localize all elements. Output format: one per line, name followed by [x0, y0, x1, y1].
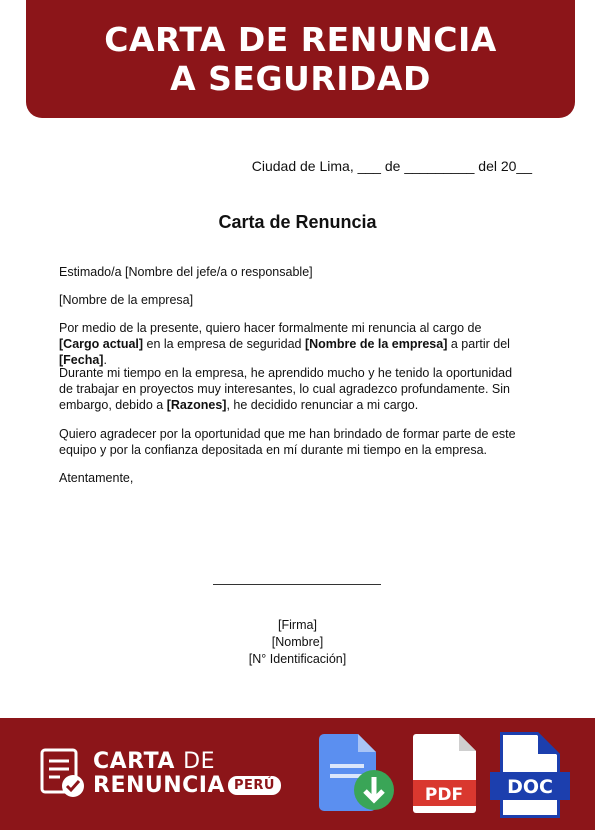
logo-word-de: DE: [183, 749, 215, 774]
logo-word-carta: CARTA: [93, 749, 175, 774]
doc-file-icon[interactable]: [490, 732, 572, 818]
signature-line: [213, 584, 381, 585]
closing: Atentamente,: [59, 471, 134, 485]
paragraph-3: Quiero agradecer por la oportunidad que me han brindado de formar parte de este equipo y por la confianza depositada en mí durante mi tiempo en la empresa.: [59, 427, 516, 457]
paragraph-2: [59, 365, 523, 413]
logo-word-renuncia: RENUNCIA: [93, 773, 226, 798]
logo-badge-peru: PERÚ: [228, 776, 281, 795]
certificate-icon: [40, 748, 86, 800]
signature-id: [N° Identificación]: [248, 652, 347, 666]
p1-placeholder-empresa: [Nombre de la empresa]: [304, 337, 448, 351]
banner-title-line2: A SEGURIDAD: [170, 59, 431, 98]
signature-firma: [Firma]: [278, 618, 317, 632]
p1-placeholder-fecha: [Fecha]: [59, 353, 104, 367]
p1-text-2: en la empresa de seguridad: [143, 337, 305, 351]
banner-title-line1: CARTA DE RENUNCIA: [104, 20, 497, 59]
title-banner: [26, 0, 575, 118]
pdf-file-icon[interactable]: [413, 732, 479, 814]
logo-line-2: [93, 774, 281, 798]
company-line: [Nombre de la empresa]: [59, 293, 194, 307]
greeting: Estimado/a [Nombre del jefe/a o responsable]: [59, 265, 313, 279]
google-docs-download-icon[interactable]: [318, 732, 398, 814]
p2-text-2: , he decidido renunciar a mi cargo.: [226, 398, 419, 412]
p1-text-4: .: [103, 353, 107, 367]
p2-placeholder-razones: [Razones]: [166, 398, 227, 412]
letter-title: Carta de Renuncia: [218, 212, 377, 232]
pdf-label: PDF: [424, 785, 464, 805]
paragraph-1: [59, 320, 523, 368]
logo-line-1: [93, 750, 215, 774]
p1-text-1: Por medio de la presente, quiero hacer formalmente mi renuncia al cargo de: [59, 321, 482, 335]
p1-text-3: a partir del: [447, 337, 510, 351]
doc-label: DOC: [507, 776, 553, 798]
signature-nombre: [Nombre]: [271, 635, 324, 649]
date-line: Ciudad de Lima, ___ de _________ del 20__: [251, 158, 532, 174]
p2-text-1: Durante mi tiempo en la empresa, he aprendido mucho y he tenido la oportunidad de trabajar en proyectos muy interesantes, lo cual agradezco profundamente. Sin embargo, debido a: [59, 366, 513, 412]
p1-placeholder-cargo: [Cargo actual]: [59, 337, 144, 351]
